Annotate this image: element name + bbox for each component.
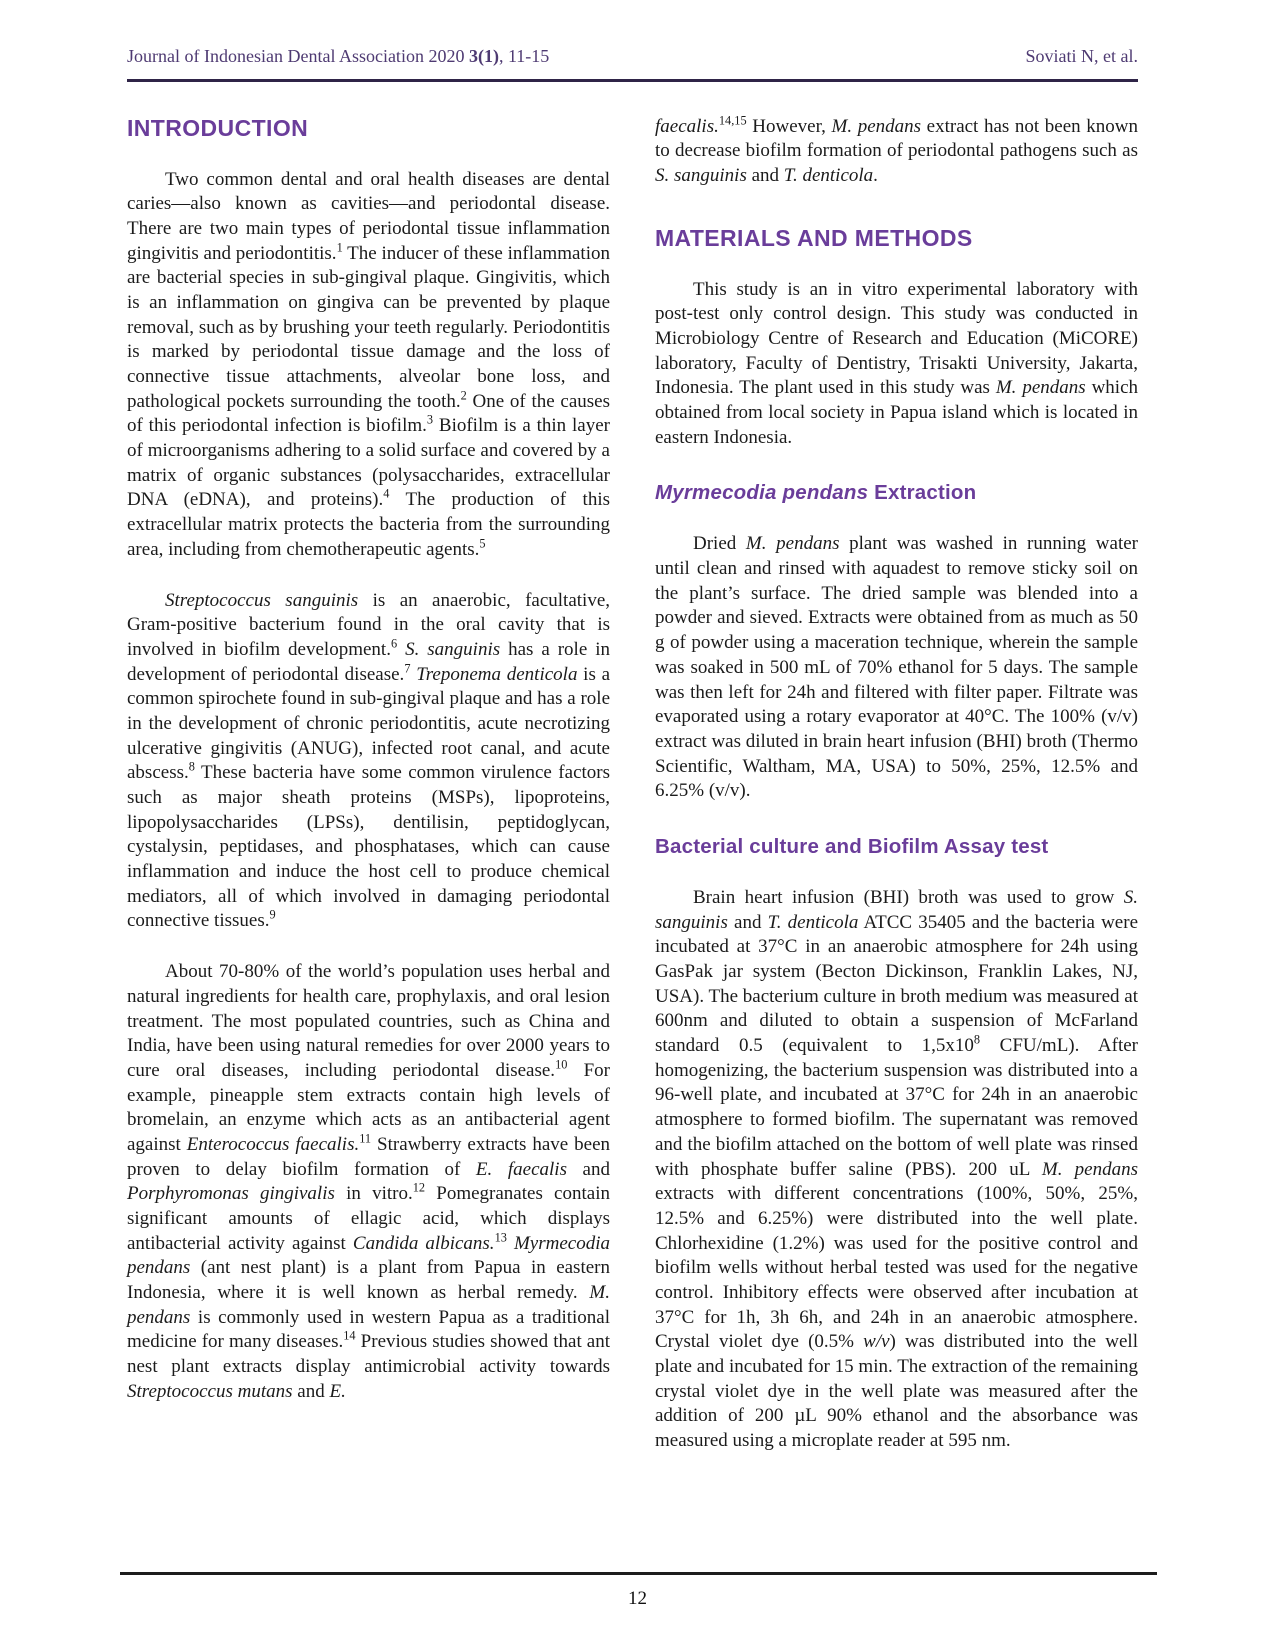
reference-superscript: 14,15 [718,113,747,128]
text-run: However, [746,115,832,137]
subsection-heading [655,835,1138,859]
journal-volume-issue: 3(1) [468,46,499,66]
reference-superscript: 8 [188,759,195,774]
text-run: This study is an in vitro experimental laboratory with post-test only control design. This study was conducted in Microbiology Centre of Research and Education (MiCORE) laboratory, Faculty of Dentistry, Trisakti University, Jakarta, Indonesia. The plant used in this study was [655,278,1138,399]
italic-text-run: w/v [863,1331,890,1353]
text-run: The production of this extracellular matrix protects the bacteria from the surrounding area, including from chemotherapeutic agents. [127,489,611,560]
text-run: (ant nest plant) is a plant from Papua in eastern Indonesia, where it is well known as herbal remedy. [127,1257,610,1304]
text-run: About 70-80% of the world’s population uses herbal and natural ingredients for health care, prophylaxis, and oral lesion treatment. The most populated countries, such as China and India, have been using natural remedies for over 2000 years to cure oral diseases, including periodontal disease. [127,961,610,1081]
paragraph [655,115,1138,189]
text-run: which obtained from local society in Papua island which is located in eastern Indonesia. [655,377,1138,448]
italic-text-run: M. pendans [995,377,1086,399]
reference-superscript: 7 [404,661,411,676]
reference-superscript: 12 [412,1180,426,1195]
text-run: and [727,911,768,933]
italic-text-run: Myrmecodia pendans [127,1232,611,1279]
reference-superscript: 3 [426,413,434,428]
header-divider-rule [127,79,1138,82]
footer-divider-rule [120,1572,1157,1575]
text-run: and [566,1158,610,1180]
italic-text-run: Candida albicans. [352,1232,495,1254]
italic-text-run: Streptococcus sanguinis [165,589,359,611]
text-run: ATCC 35405 and the bacteria were incubated at 37°C in an anaerobic atmosphere for 24h using GasPak jar system (Becton Dickinson, Franklin Lakes, NJ, USA). The bacterium culture in broth medium was measured at 600nm and diluted to obtain a suspension of McFarland standard 0.5 (equivalent to 1,5x10 [655,911,1138,1057]
page-header [127,46,1138,67]
text-run: and [746,164,784,186]
text-run: One of the causes of this periodontal infection is biofilm. [127,390,610,437]
reference-superscript: 10 [555,1057,568,1072]
reference-superscript: 8 [973,1032,981,1047]
section-heading [655,225,1138,252]
italic-text-run: T. denticola [767,911,859,933]
italic-text-run: T. denticola [783,164,874,186]
section-heading [127,115,610,142]
reference-superscript: 14 [343,1329,356,1344]
text-run: is commonly used in western Papua as a traditional medicine for many diseases. [127,1306,610,1353]
italic-text-run: Enterococcus faecalis. [186,1133,360,1155]
reference-superscript: 9 [269,908,276,923]
paragraph [127,960,610,1404]
text-run: CFU/mL). After homogenizing, the bacterium suspension was distributed into a 96-well plate, and incubated at 37°C for 24h in an anaerobic atmosphere to formed biofilm. The supernatant was removed and the biofilm attached on the bottom of well plate was rinsed with phosphate buffer saline (PBS). 200 uL [655,1035,1138,1180]
reference-superscript: 5 [479,536,486,551]
text-run: Brain heart infusion (BHI) broth was used to grow [693,886,1124,908]
reference-superscript: 4 [383,487,390,502]
italic-text-run: M. pendans [1041,1158,1138,1180]
italic-text-run: S. sanguinis [655,164,747,186]
italic-text-run: faecalis. [655,115,719,137]
reference-superscript: 2 [460,388,467,403]
reference-superscript: 11 [359,1131,372,1146]
italic-text-run: Porphyromonas gingivalis [127,1183,335,1205]
italic-text-run: Streptococcus mutans [127,1380,293,1402]
text-run: . [873,164,878,186]
text-run: extract has not been known to decrease biofilm formation of periodontal pathogens such as [655,115,1138,162]
paragraph [127,589,610,935]
italic-text-run: S. sanguinis [655,886,1138,933]
reference-superscript: 6 [390,636,398,651]
italic-text-run: E. [329,1380,346,1402]
subsection-heading [655,481,1138,505]
text-run: Pomegranates contain significant amounts of ellagic acid, which displays antibacterial activity against [127,1183,610,1254]
two-column-body [127,115,1138,1454]
italic-text-run: S. sanguinis [405,638,501,660]
italic-text-run: M. pendans [745,533,840,555]
text-run: has a role in development of periodontal disease. [127,638,610,685]
paragraph [127,168,610,563]
text-run: ) was distributed into the well plate and incubated for 15 min. The extraction of the remaining crystal violet dye in the well plate was measured after the addition of 200 µL 90% ethanol and the absorbance was measured using a microplate reader at 595 nm. [655,1331,1138,1452]
journal-citation-pre: Journal of Indonesian Dental Association 2020 [127,46,469,66]
text-run: The inducer of these inflammation are bacterial species in sub-gingival plaque. Gingivitis, which is an inflammation on gingiva can be prevented by plaque removal, such as by brushing your teeth regularly. Periodontitis is marked by periodontal tissue damage and the loss of connective tissue attachments, alveolar bone loss, and pathological pockets surrounding the tooth. [127,242,610,412]
italic-text-run: E. faecalis [475,1158,567,1180]
text-run: and [292,1380,330,1402]
text-run: INTRODUCTION [127,114,309,141]
right-column [655,115,1138,1454]
text-run: Previous studies showed that ant nest plant extracts display antimicrobial activity towards [127,1331,611,1378]
text-run: These bacteria have some common virulence factors such as major sheath proteins (MSPs), lipoproteins, lipopolysaccharides (LPSs), dentilisin, peptidoglycan, cystalysin, peptidases, and phosphatases, which can cause inflammation and induce the host cell to produce chemical mediators, all of which involved in damaging periodontal connective tissues. [127,762,610,932]
text-run: Biofilm is a thin layer of microorganisms adhering to a solid surface and covered by a matrix of organic substances (polysaccharides, extracellular DNA (eDNA), and proteins). [127,415,610,511]
text-run: Bacterial culture and Biofilm Assay test [655,834,1049,858]
text-run: Extraction [874,481,977,505]
reference-superscript: 13 [494,1230,507,1245]
text-run: Strawberry extracts have been proven to delay biofilm formation of [127,1133,611,1180]
paragraph [655,278,1138,451]
author-running-head: Soviati N, et al. [1025,46,1138,66]
italic-text-run: Myrmecodia pendans [655,481,875,505]
text-run: Two common dental and oral health diseases are dental caries—also known as cavities—and periodontal disease. There are two main types of periodontal tissue inflammation gingivitis and periodontitis. [127,168,610,264]
journal-citation [127,46,549,67]
text-run: extracts with different concentrations (100%, 50%, 25%, 12.5% and 6.25%) were distributed into the well plate. Chlorhexidine (1.2%) was used for the positive control and biofilm wells without herbal tested was used for the negative control. Inhibitory effects were observed after incubation at 37°C for 1h, 3h 6h, and 24h in an anaerobic atmosphere. Crystal violet dye (0.5% [655,1183,1138,1353]
page-number: 12 [628,1588,647,1609]
left-column [127,115,610,1454]
text-run: plant was washed in running water until clean and rinsed with aquadest to remove sticky soil on the plant’s surface. The dried sample was blended into a powder and sieved. Extracts were obtained from as much as 50 g of powder using a maceration technique, wherein the sample was soaked in 500 mL of 70% ethanol for 5 days. The sample was then left for 24h and filtered with filter paper. Filtrate was evaporated using a rotary evaporator at 40°C. The 100% (v/v) extract was diluted in brain heart infusion (BHI) broth (Thermo Scientific, Waltham, MA, USA) to 50%, 25%, 12.5% and 6.25% (v/v). [655,533,1138,802]
reference-superscript: 1 [336,240,343,255]
italic-text-run: Treponema denticola [416,663,578,685]
paragraph [655,886,1138,1454]
italic-text-run: M. pendans [127,1282,610,1328]
text-run: For example, pineapple stem extracts contain high levels of bromelain, an enzyme which acts as an antibacterial agent against [127,1059,610,1155]
text-run: Dried [693,533,746,555]
italic-text-run: M. pendans [831,115,922,137]
text-run [397,639,405,660]
paragraph [655,532,1138,804]
text-run: in vitro. [334,1183,413,1205]
text-run [507,1233,514,1254]
text-run: MATERIALS AND METHODS [655,224,973,251]
text-run: is a common spirochete found in sub-gingival plaque and has a role in the development of chronic periodontitis, acute necrotizing ulcerative gingivitis (ANUG), infected root canal, and acute abscess. [127,663,611,784]
text-run: is an anaerobic, facultative, Gram-positive bacterium found in the oral cavity that is involved in biofilm development. [127,589,611,660]
journal-citation-pages: , 11-15 [498,46,550,66]
